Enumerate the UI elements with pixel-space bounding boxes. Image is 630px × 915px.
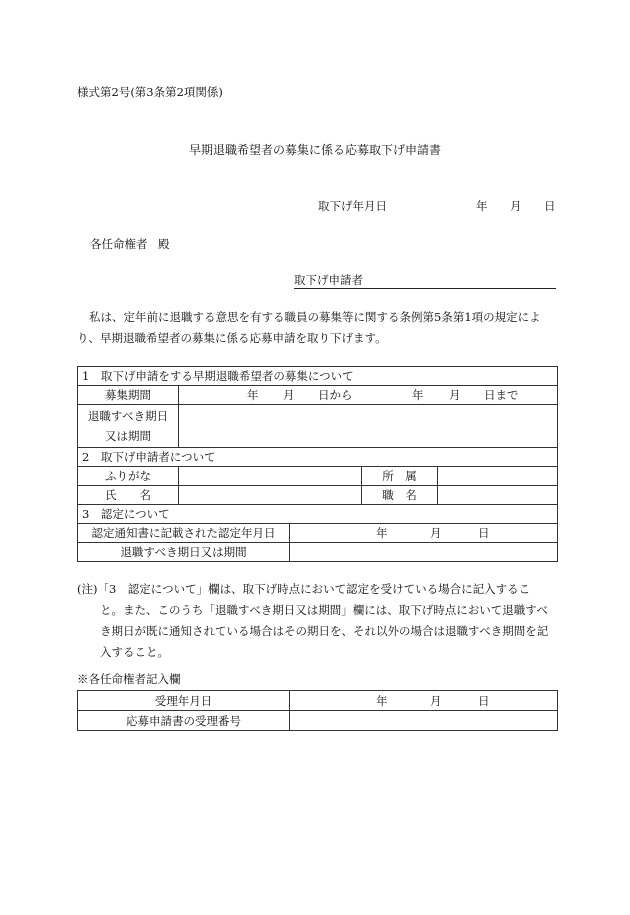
note-line-2: と。また、このうち「退職すべき期日又は期間」欄には、取下げ時点において退職すべ: [100, 603, 549, 617]
received-date-field[interactable]: [290, 691, 558, 711]
furigana-label: ふりがな: [78, 467, 179, 486]
received-date-label: 受理年月日: [78, 691, 290, 711]
withdrawal-date-label: 取下げ年月日: [318, 199, 387, 213]
period-field[interactable]: [179, 386, 558, 405]
authority-heading: ※各任命権者記入欄: [77, 672, 181, 686]
cert-date-field[interactable]: [290, 524, 558, 543]
note-line-1: 「3 認定について」欄は、取下げ時点において認定を受けている場合に記入するこ: [97, 582, 531, 596]
section-2-header: 2 取下げ申請者について: [78, 448, 558, 467]
note-line-4: 入すること。: [100, 645, 169, 659]
period-to-month: 月: [449, 388, 461, 402]
cert-day-unit: 日: [478, 526, 490, 540]
authority-table: [77, 690, 558, 731]
cert-date-label: 認定通知書に記載された認定年月日: [78, 524, 290, 543]
form-number: 様式第2号(第3条第2項関係): [77, 85, 223, 99]
received-month-unit: 月: [430, 693, 442, 708]
receipt-number-field[interactable]: [290, 711, 558, 731]
section-3-header: 3 認定について: [78, 505, 558, 524]
period-to-year: 年: [412, 388, 424, 402]
receipt-number-label: 応募申請書の受理番号: [78, 711, 290, 731]
period-from-year: 年: [247, 388, 259, 402]
note-line-3: き期日が既に通知されている場合はその期日を、それ以外の場合は退職すべき期間を記: [100, 624, 549, 638]
period-label: 募集期間: [78, 386, 179, 405]
note-block: [77, 579, 530, 600]
application-table: [77, 366, 558, 562]
date-month-unit: 月: [510, 199, 522, 213]
position-label: 職 名: [362, 486, 438, 505]
period-from-month: 月: [283, 388, 295, 402]
department-label: 所 属: [362, 467, 438, 486]
cert-month-unit: 月: [430, 526, 442, 540]
retire-date-label: 退職すべき期日 又は期間: [78, 405, 179, 448]
cert-retire-label: 退職すべき期日又は期間: [78, 543, 290, 562]
name-label: 氏 名: [78, 486, 179, 505]
section-1-header: 1 取下げ申請をする早期退職希望者の募集について: [78, 367, 558, 386]
department-field[interactable]: [438, 467, 558, 486]
position-field[interactable]: [438, 486, 558, 505]
addressee-honorific: 殿: [158, 237, 170, 251]
note-prefix: (注): [77, 582, 98, 596]
date-day-unit: 日: [544, 199, 556, 213]
applicant-label: 取下げ申請者: [294, 273, 363, 287]
name-field[interactable]: [179, 486, 362, 505]
applicant-signature-line[interactable]: [294, 273, 556, 289]
period-from-suffix: 日から: [318, 388, 353, 402]
cert-year-unit: 年: [376, 526, 388, 540]
retire-date-field[interactable]: [179, 405, 558, 448]
furigana-field[interactable]: [179, 467, 362, 486]
declaration-text: 私は、定年前に退職する意思を有する職員の募集等に関する条例第5条第1項の規定により、早期退職希望者の募集に係る応募申請を取り下げます。: [77, 310, 541, 345]
received-year-unit: 年: [376, 693, 388, 708]
document-title: 早期退職希望者の募集に係る応募取下げ申請書: [188, 143, 441, 157]
date-year-unit: 年: [476, 199, 488, 213]
addressee-name: 各任命権者: [90, 237, 148, 251]
received-day-unit: 日: [478, 693, 490, 708]
cert-retire-field[interactable]: [290, 543, 558, 562]
period-to-suffix: 日まで: [484, 388, 519, 402]
